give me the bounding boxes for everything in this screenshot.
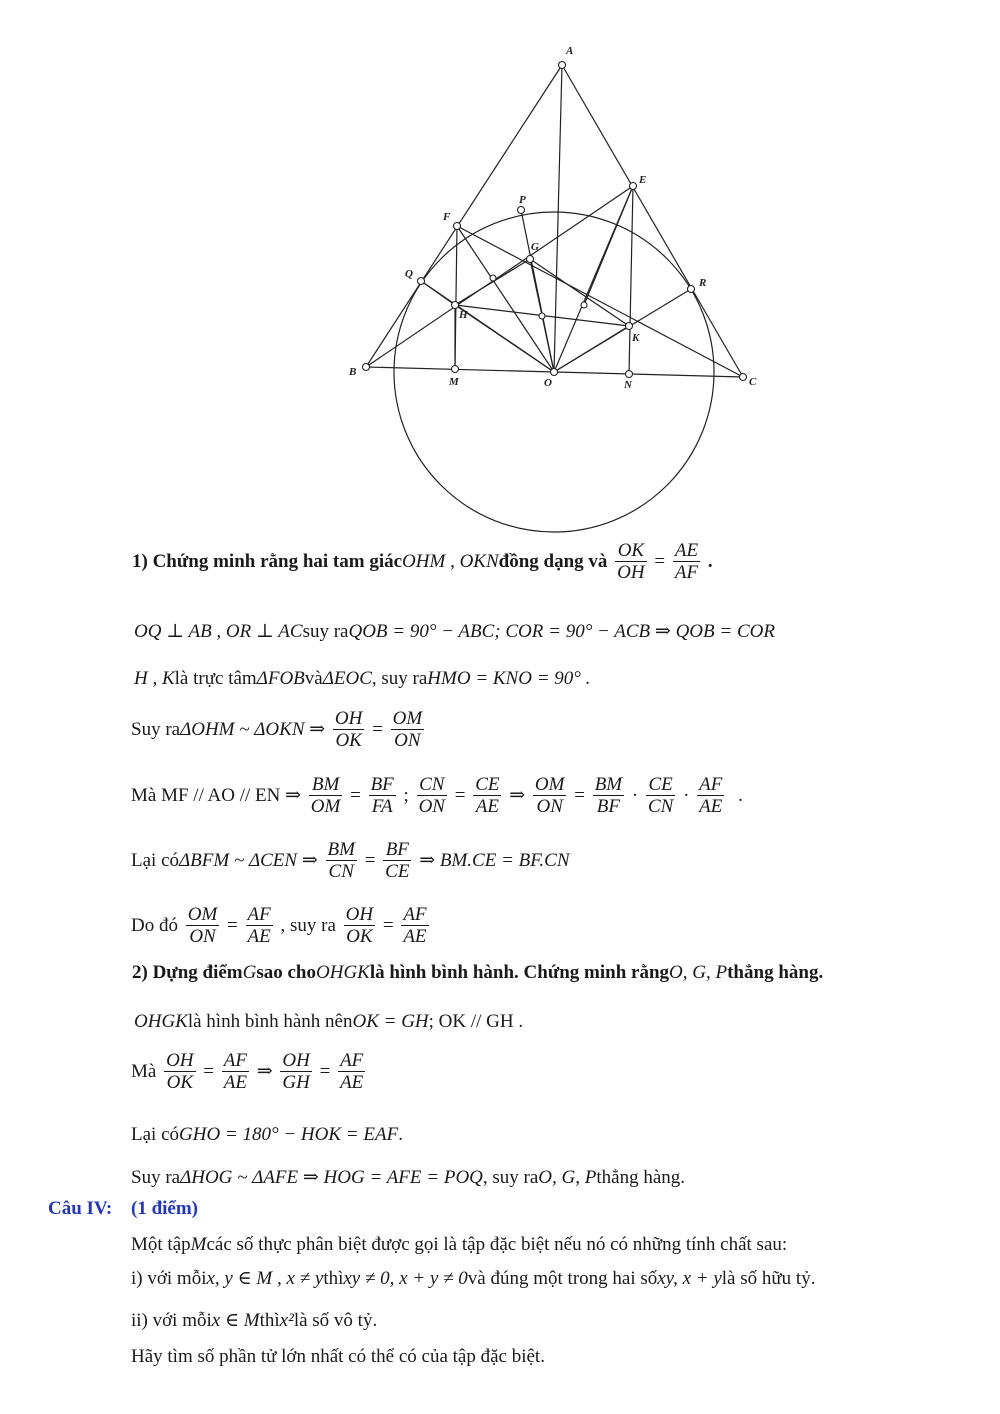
- math-text: ⇒ BM.CE = BF.CN: [419, 850, 570, 872]
- frac-den: AE: [699, 796, 723, 818]
- text: suy ra: [302, 620, 349, 642]
- frac-num: OH: [334, 708, 363, 729]
- text: Suy ra: [131, 718, 181, 740]
- question-iv-heading: [48, 1197, 1000, 1220]
- frac-den: FA: [371, 796, 393, 818]
- text: và: [304, 667, 323, 689]
- segment-ep: [584, 186, 633, 305]
- text: là hình bình hành nên: [187, 1010, 353, 1032]
- part1-title: [132, 540, 1000, 584]
- label-b: B: [349, 366, 357, 378]
- math-text: ΔEOC: [322, 667, 372, 689]
- text: là trực tâm: [174, 667, 257, 689]
- math-text: H , K: [134, 667, 175, 689]
- text: là số hữu tỷ.: [721, 1267, 816, 1289]
- frac-num: AF: [247, 904, 271, 925]
- question-iv-line1: [131, 1233, 1000, 1256]
- frac-num: AF: [223, 1050, 247, 1071]
- math-text: G: [242, 961, 257, 983]
- point-p: [518, 207, 525, 214]
- label-o: O: [544, 377, 552, 389]
- part1-title-text-b: đồng dạng và: [498, 550, 608, 572]
- frac-den: AE: [247, 926, 271, 948]
- point-n: [626, 371, 633, 378]
- text: Do đó: [131, 914, 178, 936]
- text: Lại có: [131, 1123, 180, 1145]
- equals-sign: =: [654, 550, 666, 572]
- side-ac: [562, 65, 743, 377]
- fraction: [309, 774, 343, 818]
- part1-title-math: OHM , OKN: [402, 550, 499, 572]
- text: Mà: [131, 1060, 157, 1082]
- text: Lại có: [131, 849, 180, 871]
- question-iv-line4: [131, 1345, 1000, 1368]
- math-text: x ∈ M: [211, 1310, 260, 1332]
- frac-den: ON: [394, 730, 421, 752]
- fraction: [326, 839, 357, 883]
- equals-sign: =: [350, 784, 361, 806]
- equals-sign: =: [454, 784, 466, 806]
- fraction: [338, 1050, 365, 1094]
- point-k: [626, 323, 633, 330]
- point-misc2: [539, 313, 545, 319]
- point-r: [688, 286, 695, 293]
- equals-sign: =: [364, 849, 376, 871]
- part2-line4: [131, 1166, 1000, 1189]
- frac-den: ON: [418, 796, 445, 818]
- part1-line5: [131, 839, 1000, 883]
- equals-sign: =: [574, 784, 585, 806]
- fraction: [369, 774, 396, 818]
- point-q: [418, 278, 425, 285]
- text: và đúng một trong hai số: [467, 1267, 658, 1289]
- text: , suy ra: [482, 1166, 539, 1188]
- segment-fc: [457, 226, 743, 377]
- text: , suy ra: [371, 667, 428, 689]
- part1-title-text-a: 1) Chứng minh rằng hai tam giác: [132, 550, 403, 572]
- math-text: ΔHOG ~ ΔAFE ⇒ HOG = AFE = POQ: [180, 1167, 483, 1189]
- label-n: N: [624, 379, 632, 391]
- part1-title-frac1: [615, 540, 646, 584]
- text: thì: [323, 1267, 344, 1289]
- point-a: [559, 62, 566, 69]
- segment-ao: [554, 65, 562, 372]
- frac-num: OM: [534, 774, 565, 795]
- fraction: [593, 774, 624, 818]
- dot-sign: ·: [631, 784, 639, 806]
- text: là hình bình hành. Chứng minh rằng: [369, 961, 670, 983]
- part1-line3: [131, 708, 1000, 752]
- point-o: [551, 369, 558, 376]
- side-ab: [366, 65, 562, 367]
- text: Mà MF // AO // EN ⇒: [131, 785, 302, 807]
- equals-sign: =: [382, 914, 394, 936]
- dot-sign: ·: [683, 784, 690, 806]
- point-e: [630, 183, 637, 190]
- part2-line3: [131, 1123, 1000, 1146]
- frac-num: OH: [345, 904, 374, 925]
- math-text: ΔFOB: [256, 667, 305, 689]
- part1-line2: [134, 667, 1000, 690]
- text: ; OK // GH .: [428, 1010, 524, 1032]
- frac-num: OK: [615, 540, 646, 562]
- implies-sign: ⇒: [256, 1061, 273, 1083]
- frac-num: OM: [392, 708, 423, 729]
- point-misc3: [581, 302, 587, 308]
- text: Một tập: [131, 1233, 191, 1255]
- frac-num: BF: [370, 774, 394, 795]
- point-c: [740, 374, 747, 381]
- math-text: QOB = 90° − ABC; COR = 90° − ACB ⇒ QOB = COR: [348, 621, 775, 643]
- equals-sign: =: [203, 1060, 214, 1082]
- frac-den: OK: [166, 1072, 193, 1094]
- frac-den: BF: [596, 796, 621, 818]
- segment-hg: [455, 259, 530, 305]
- math-text: OHGK: [134, 1010, 188, 1032]
- math-text: x²: [279, 1309, 294, 1331]
- implies-sign: ⇒: [509, 785, 526, 807]
- math-text: OQ ⊥ AB , OR ⊥ AC: [134, 621, 303, 643]
- question-iv-line2: [131, 1267, 1000, 1290]
- segment-ko: [554, 326, 629, 372]
- label-r: R: [699, 277, 707, 289]
- frac-num: AE: [674, 540, 699, 561]
- fraction: [344, 904, 375, 948]
- text: i) với mỗi: [131, 1267, 207, 1289]
- label-k: K: [632, 332, 640, 344]
- label-f: F: [443, 211, 451, 223]
- frac-den: OK: [335, 730, 362, 752]
- text: thẳng hàng.: [596, 1166, 686, 1188]
- segment-hq: [421, 281, 455, 305]
- fraction: [383, 839, 411, 883]
- part2-title: [132, 961, 1000, 984]
- frac-den: OK: [346, 926, 373, 948]
- frac-den: ON: [189, 926, 216, 948]
- math-text: O, G, P: [538, 1166, 597, 1188]
- frac-num: AF: [340, 1050, 364, 1071]
- math-text: HMO = KNO = 90° .: [427, 667, 591, 689]
- frac-den: AF: [674, 562, 699, 584]
- period: .: [738, 784, 743, 806]
- point-m: [452, 366, 459, 373]
- frac-den: CN: [328, 861, 354, 883]
- text: .: [398, 1123, 403, 1145]
- text: , suy ra: [280, 914, 336, 936]
- fraction: [246, 904, 273, 948]
- frac-num: CE: [475, 774, 500, 795]
- segment-en: [629, 186, 633, 374]
- frac-num: CE: [646, 774, 675, 796]
- point-b: [363, 364, 370, 371]
- label-p: P: [519, 194, 526, 206]
- frac-num: OH: [282, 1050, 310, 1071]
- equals-sign: =: [227, 914, 238, 936]
- frac-num: BM: [327, 839, 355, 860]
- label-a: A: [566, 45, 574, 57]
- fraction: [333, 708, 364, 752]
- frac-den: AE: [403, 926, 427, 948]
- frac-num: BF: [383, 839, 411, 861]
- part1-line6: [131, 904, 1000, 948]
- part1-title-frac2: [673, 540, 700, 584]
- text: Suy ra: [131, 1166, 181, 1188]
- fraction: [533, 774, 567, 818]
- frac-den: AE: [475, 796, 499, 818]
- fraction: [473, 774, 501, 818]
- fraction: [417, 774, 447, 818]
- question-label: Câu IV:: [48, 1197, 113, 1219]
- fraction: [697, 774, 724, 818]
- math-text: xy, x + y: [657, 1267, 722, 1289]
- geometry-figure: [0, 0, 1000, 540]
- math-text: OK = GH: [352, 1010, 429, 1032]
- frac-num: CN: [417, 774, 447, 796]
- fraction: [164, 1050, 195, 1094]
- fraction: [646, 774, 675, 818]
- question-points: (1 điểm): [131, 1197, 199, 1219]
- math-text: ΔBFM ~ ΔCEN ⇒: [179, 850, 318, 872]
- math-text: OHGK: [316, 961, 370, 983]
- frac-den: CN: [647, 796, 674, 818]
- semicolon: ;: [403, 784, 409, 806]
- frac-den: OH: [617, 562, 645, 584]
- fraction: [280, 1050, 311, 1094]
- equals-sign: =: [372, 718, 383, 740]
- frac-num: BM: [594, 774, 623, 795]
- point-g: [527, 256, 534, 263]
- text: các số thực phân biệt được gọi là tập đặc biệt nếu nó có những tính chất sau:: [206, 1233, 788, 1255]
- text: là số vô tỷ.: [293, 1309, 378, 1331]
- part2-line1: [134, 1010, 1000, 1033]
- period: .: [707, 550, 713, 572]
- question-iv-line3: [131, 1309, 1000, 1332]
- fraction: [391, 708, 425, 752]
- label-h: H: [459, 309, 468, 321]
- frac-den: AE: [223, 1072, 247, 1094]
- fraction: [186, 904, 220, 948]
- math-text: xy ≠ 0, x + y ≠ 0: [343, 1267, 468, 1289]
- math-text: M: [190, 1233, 207, 1255]
- math-text: x, y ∈ M , x ≠ y: [206, 1268, 324, 1290]
- frac-num: AF: [403, 904, 427, 925]
- text: Hãy tìm số phần tử lớn nhất có thể có của tập đặc biệt.: [131, 1345, 545, 1367]
- point-misc1: [490, 275, 496, 281]
- text: 2) Dựng điểm: [132, 961, 243, 983]
- text: thì: [259, 1309, 280, 1331]
- math-text: ΔOHM ~ ΔOKN ⇒: [180, 719, 326, 741]
- math-text: GHO = 180° − HOK = EAF: [179, 1123, 399, 1145]
- point-f: [454, 223, 461, 230]
- frac-num: BM: [309, 774, 343, 796]
- equals-sign: =: [319, 1060, 331, 1082]
- frac-num: OH: [166, 1050, 194, 1071]
- label-m: M: [449, 376, 459, 388]
- label-c: C: [749, 376, 757, 388]
- frac-den: AE: [340, 1072, 364, 1094]
- part1-line4: [131, 774, 1000, 818]
- text: thẳng hàng.: [727, 961, 824, 983]
- frac-den: OM: [310, 796, 341, 818]
- frac-num: OM: [187, 904, 218, 925]
- text: sao cho: [256, 961, 317, 983]
- fraction: [401, 904, 428, 948]
- label-e: E: [639, 174, 647, 186]
- text: ii) với mỗi: [131, 1309, 212, 1331]
- part1-line1: [134, 620, 1000, 643]
- point-h: [452, 302, 459, 309]
- part2-line2: [131, 1050, 1000, 1094]
- frac-den: GH: [282, 1072, 310, 1094]
- frac-den: ON: [536, 796, 563, 818]
- frac-num: AF: [699, 774, 723, 795]
- label-g: G: [531, 241, 539, 253]
- fraction: [222, 1050, 249, 1094]
- math-text: O, G, P: [669, 961, 728, 983]
- frac-den: CE: [385, 861, 410, 883]
- label-q: Q: [405, 268, 413, 280]
